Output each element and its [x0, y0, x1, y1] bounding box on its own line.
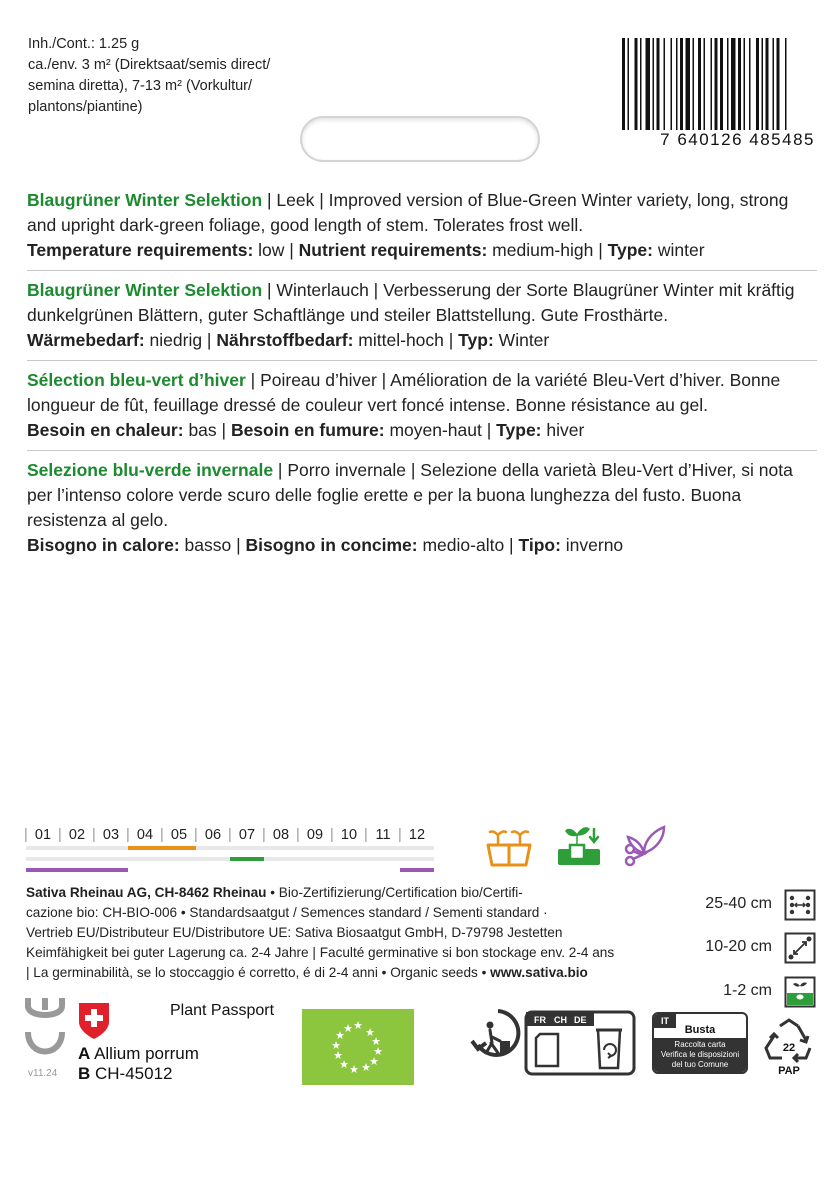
sowing-depth-icon — [784, 976, 816, 1008]
requirement-value: hiver — [541, 420, 585, 440]
requirement-value: medio-alto | — [417, 535, 519, 555]
triman-recycle-icon — [524, 1010, 636, 1076]
svg-text:CH: CH — [554, 1015, 567, 1025]
hanging-hole — [300, 116, 540, 162]
row-spacing — [690, 889, 820, 921]
requirement-label: Typ: — [458, 330, 494, 350]
company-text: cazione bio: CH-BIO-006 • Standardsaatgut / Semences standard / Sementi standard · — [26, 905, 548, 920]
requirement-label: Besoin en fumure: — [230, 420, 385, 440]
plant-passport-title: Plant Passport — [170, 1002, 275, 1019]
tidyman-recycle-icon — [470, 1005, 526, 1065]
company-info — [26, 883, 668, 983]
svg-text:★: ★ — [333, 1049, 343, 1062]
busta-line: del tuo Comune — [671, 1060, 729, 1069]
description-text: | Porro invernale | Selezione della varietà Bleu-Vert d’Hiver, si nota per l’intenso colore verde scuro delle foglie erette e per la buona lunghezza del fusto. Buona resistenza al gelo. — [27, 460, 793, 530]
requirement-label: Nährstoffbedarf: — [216, 330, 354, 350]
svg-text:★: ★ — [331, 1039, 341, 1052]
calendar-bars — [26, 846, 436, 874]
calendar-month: | 05 — [162, 826, 196, 844]
svg-text:★: ★ — [343, 1022, 353, 1035]
row-spacing-icon — [784, 889, 816, 921]
calendar-month: | 06 — [196, 826, 230, 844]
variety-name: Blaugrüner Winter Selektion — [27, 190, 263, 210]
calendar-month: | 10 — [332, 826, 366, 844]
requirement-value: winter — [652, 240, 705, 260]
swiss-flag-icon — [78, 1002, 110, 1040]
pap-recycle-icon — [758, 1018, 820, 1078]
variety-descriptions — [27, 184, 817, 565]
calendar-months — [26, 826, 436, 844]
requirement-value: Winter — [493, 330, 550, 350]
svg-text:★: ★ — [369, 1055, 379, 1068]
content-line: ca./env. 3 m² (Direktsaat/semis direct/ — [28, 57, 271, 73]
calendar-month: | 01 — [26, 826, 60, 844]
requirement-value: medium-high | — [487, 240, 608, 260]
svg-text:★: ★ — [373, 1045, 383, 1058]
sowing-depth — [690, 976, 820, 1008]
plant-spacing — [690, 932, 820, 964]
company-text: Vertrieb EU/Distributeur EU/Distributore UE: Sativa Biosaatgut GmbH, D-79798 Jestetten — [26, 925, 563, 940]
content-line: semina diretta), 7-13 m² (Vorkultur/ — [28, 78, 253, 94]
svg-text:PAP: PAP — [778, 1065, 800, 1077]
sowing-calendar — [26, 826, 436, 874]
requirement-value: low | — [253, 240, 299, 260]
barcode-number: 7 640126 485485 — [660, 130, 815, 149]
calendar-period-harvest — [400, 868, 434, 872]
calendar-month: | 02 — [60, 826, 94, 844]
requirement-value: basso | — [179, 535, 246, 555]
busta-line: Verifica le disposizioni — [660, 1050, 740, 1059]
it-tag: IT — [654, 1014, 676, 1028]
passport-b-value: CH-45012 — [90, 1064, 173, 1083]
content-line: plantons/piantine) — [28, 99, 143, 115]
eu-organic-logo — [302, 1009, 414, 1085]
variety-name: Sélection bleu-vert d’hiver — [27, 370, 246, 390]
version-label: v11.24 — [28, 1068, 58, 1079]
requirement-value: moyen-haut | — [384, 420, 497, 440]
calendar-period-pre-culture — [128, 846, 196, 850]
company-website[interactable]: www.sativa.bio — [490, 965, 588, 980]
svg-text:FR: FR — [534, 1015, 546, 1025]
requirement-label: Wärmebedarf: — [27, 330, 145, 350]
description-text: | Leek | Improved version of Blue-Green Winter variety, long, strong and upright dark-green foliage, good length of stem. Tolerates frost well. — [27, 190, 789, 235]
calendar-month: | 07 — [230, 826, 264, 844]
recycle-half-icon — [24, 996, 66, 1070]
svg-text:22: 22 — [782, 1042, 796, 1054]
passport-a-value: Allium porrum — [90, 1044, 199, 1063]
harvest-icon — [622, 823, 672, 869]
requirement-label: Temperature requirements: — [27, 240, 254, 260]
requirement-label: Bisogno in concime: — [245, 535, 418, 555]
busta-title: Busta — [684, 1024, 716, 1036]
calendar-month: | 03 — [94, 826, 128, 844]
passport-b-label: B — [78, 1064, 91, 1083]
requirement-value: bas | — [183, 420, 231, 440]
eu-leaf-icon — [302, 1009, 414, 1085]
busta-line: Raccolta carta — [674, 1040, 726, 1049]
svg-text:★: ★ — [371, 1035, 381, 1048]
sowing-depth-value: 1-2 cm — [723, 982, 772, 999]
requirement-label: Nutrient requirements: — [298, 240, 488, 260]
svg-text:★: ★ — [339, 1058, 349, 1071]
passport-registration — [78, 1064, 173, 1084]
row-spacing-value: 25-40 cm — [705, 895, 772, 912]
description-de — [27, 270, 817, 360]
requirement-label: Bisogno in calore: — [27, 535, 180, 555]
requirement-label: Type: — [607, 240, 653, 260]
requirement-value: inverno — [560, 535, 624, 555]
busta-recycle-label — [652, 1012, 748, 1074]
barcode — [610, 38, 815, 148]
company-text: | La germinabilità, se lo stoccaggio é corretto, é di 2-4 anni • Organic seeds • — [26, 965, 491, 980]
description-text: | Winterlauch | Verbesserung der Sorte Blaugrüner Winter mit kräftig dunkelgrünen Blättern, guter Schaftlänge und steiler Blattstellung. Gute Frosthärte. — [27, 280, 795, 325]
calendar-month: | 09 — [298, 826, 332, 844]
variety-name: Selezione blu-verde invernale — [27, 460, 274, 480]
calendar-track — [26, 846, 434, 850]
svg-text:★: ★ — [365, 1026, 375, 1039]
svg-text:★: ★ — [353, 1019, 363, 1032]
calendar-month: | 04 — [128, 826, 162, 844]
requirement-value: niedrig | — [144, 330, 217, 350]
variety-name: Blaugrüner Winter Selektion — [27, 280, 263, 300]
calendar-month: | 12 — [400, 826, 434, 844]
svg-text:★: ★ — [361, 1061, 371, 1074]
plant-spacing-value: 10-20 cm — [705, 938, 772, 955]
calendar-month: | 08 — [264, 826, 298, 844]
passport-botanical-name — [78, 1044, 199, 1064]
description-en — [27, 184, 817, 270]
company-text: • Bio-Zertifizierung/Certification bio/Certifi- — [266, 885, 523, 900]
calendar-period-harvest — [26, 868, 128, 872]
requirement-label: Type: — [496, 420, 542, 440]
passport-a-label: A — [78, 1044, 91, 1063]
content-info — [28, 34, 288, 118]
content-line: Inh./Cont.: 1.25 g — [28, 36, 140, 52]
seed-tray-icon — [484, 823, 534, 869]
transplant-icon — [554, 823, 604, 869]
requirement-value: mittel-hoch | — [353, 330, 459, 350]
svg-text:★: ★ — [335, 1029, 345, 1042]
company-text: Keimfähigkeit bei guter Lagerung ca. 2-4 Jahre | Faculté germinative si bon stockage env. 2-4 ans — [26, 945, 615, 960]
description-text: | Poireau d’hiver | Amélioration de la variété Bleu-Vert d’hiver. Bonne longueur de fût, feuillage dressé de couleur vert foncé intense. Bonne résistance au gel. — [27, 370, 781, 415]
plant-spacing-icon — [784, 932, 816, 964]
calendar-month: | 11 — [366, 826, 400, 844]
requirement-label: Tipo: — [518, 535, 561, 555]
barcode-bars — [610, 38, 815, 130]
svg-text:DE: DE — [574, 1015, 587, 1025]
calendar-period-planting — [230, 857, 264, 861]
requirement-label: Besoin en chaleur: — [27, 420, 184, 440]
description-it — [27, 450, 817, 565]
svg-text:★: ★ — [349, 1063, 359, 1076]
company-name: Sativa Rheinau AG, CH-8462 Rheinau — [26, 885, 267, 900]
description-fr — [27, 360, 817, 450]
